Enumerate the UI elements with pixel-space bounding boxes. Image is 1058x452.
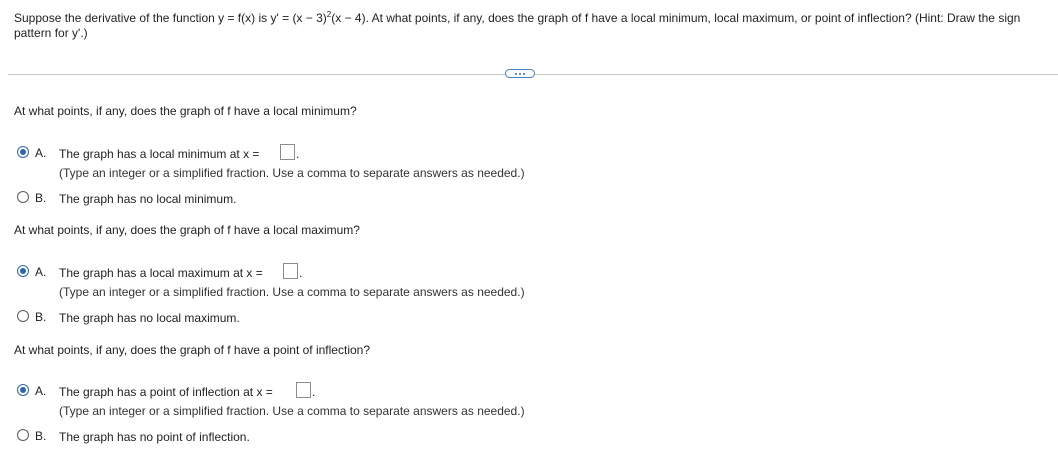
problem-text-part1: Suppose the derivative of the function y = f(x) is y' = (x − 3) (14, 11, 327, 25)
problem-text-part2: (x − 4). At what points, if any, does the graph of f have a local minimum, local maximum, or point of inflection? (Hint: Draw the sign pattern for y'.) (14, 11, 1021, 40)
answer-input-minimum[interactable] (280, 144, 295, 160)
radio-option-a-minimum[interactable] (17, 146, 29, 158)
hint-text: (Type an integer or a simplified fraction. Use a comma to separate answers as needed.) (59, 285, 525, 299)
hint-text: (Type an integer or a simplified fraction. Use a comma to separate answers as needed.) (59, 404, 525, 418)
hint-text: (Type an integer or a simplified fraction. Use a comma to separate answers as needed.) (59, 166, 525, 180)
option-a-text-maximum: The graph has a local maximum at x = (59, 266, 263, 280)
option-b-letter: B. (35, 310, 47, 324)
option-a-letter: A. (35, 384, 47, 398)
period: . (296, 147, 300, 161)
ellipsis-icon-dot (519, 73, 521, 75)
question-local-maximum: At what points, if any, does the graph of f have a local maximum? (14, 223, 360, 237)
radio-option-b-maximum[interactable] (17, 310, 29, 322)
radio-option-b-minimum[interactable] (17, 191, 29, 203)
option-b-text-maximum: The graph has no local maximum. (59, 311, 240, 325)
option-b-text-minimum: The graph has no local minimum. (59, 192, 237, 206)
option-a-letter: A. (35, 265, 47, 279)
ellipsis-icon (515, 73, 517, 75)
question-inflection: At what points, if any, does the graph of f have a point of inflection? (14, 343, 371, 357)
radio-option-b-inflection[interactable] (17, 429, 29, 441)
option-b-letter: B. (35, 429, 47, 443)
answer-input-maximum[interactable] (283, 263, 298, 279)
period: . (312, 385, 316, 399)
radio-option-a-maximum[interactable] (17, 265, 29, 277)
period: . (299, 266, 303, 280)
radio-option-a-inflection[interactable] (17, 384, 29, 396)
option-a-letter: A. (35, 146, 47, 160)
option-a-text-minimum: The graph has a local minimum at x = (59, 147, 260, 161)
option-a-text-inflection: The graph has a point of inflection at x = (59, 385, 273, 399)
question-local-minimum: At what points, if any, does the graph of f have a local minimum? (14, 104, 357, 118)
ellipsis-icon-dot (523, 73, 525, 75)
answer-input-inflection[interactable] (296, 382, 311, 398)
problem-exponent: 2 (326, 10, 332, 19)
option-b-letter: B. (35, 191, 47, 205)
more-options-button[interactable] (505, 69, 535, 78)
option-b-text-inflection: The graph has no point of inflection. (59, 430, 250, 444)
problem-statement (14, 11, 1054, 41)
